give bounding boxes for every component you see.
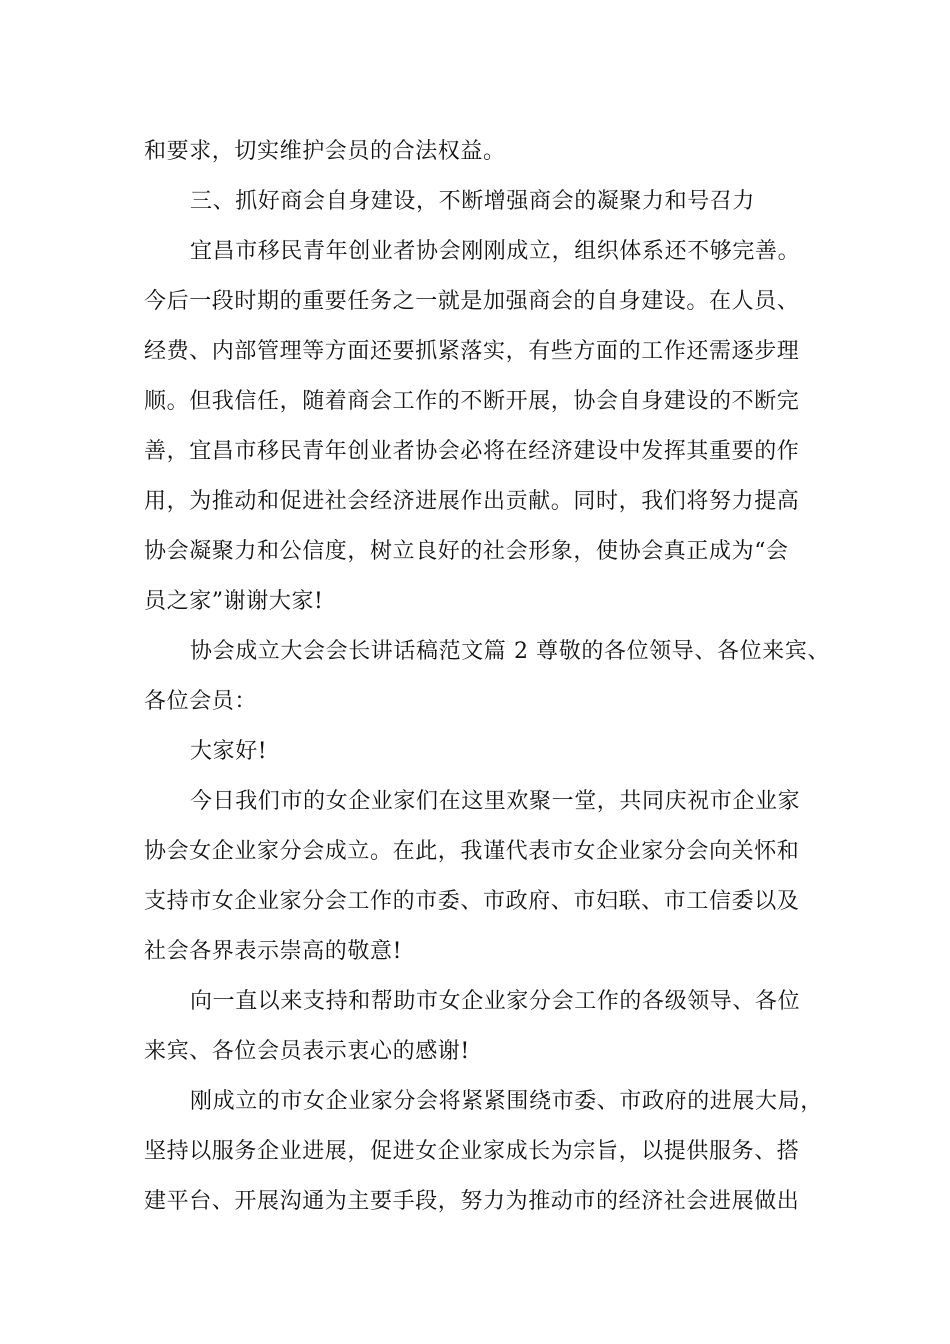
- text-line: 协会女企业家分会成立。在此，我谨代表市女企业家分会向关怀和: [144, 839, 800, 864]
- text-line: 经费、内部管理等方面还要抓紧落实，有些方面的工作还需逐步理: [144, 339, 800, 364]
- text-line: 顺。但我信任，随着商会工作的不断开展，协会自身建设的不断完: [144, 389, 800, 414]
- text-line: 支持市女企业家分会工作的市委、市政府、市妇联、市工信委以及: [144, 889, 800, 914]
- text-line: 大家好!: [190, 739, 268, 764]
- text-line: 和要求，切实维护会员的合法权益。: [144, 139, 506, 164]
- text-line: 来宾、各位会员表示衷心的感谢!: [144, 1039, 470, 1064]
- text-line: 刚成立的市女企业家分会将紧紧围绕市委、市政府的进展大局，: [190, 1089, 823, 1114]
- text-line: 用，为推动和促进社会经济进展作出贡献。同时，我们将努力提高: [144, 489, 800, 514]
- text-line: 坚持以服务企业进展，促进女企业家成长为宗旨，以提供服务、搭: [144, 1139, 800, 1164]
- text-line: 社会各界表示崇高的敬意!: [144, 939, 403, 964]
- section-heading: 三、抓好商会自身建设，不断增强商会的凝聚力和号召力: [190, 189, 756, 214]
- text-line: 协会凝聚力和公信度，树立良好的社会形象，使协会真正成为“会: [144, 539, 789, 564]
- text-line: 宜昌市移民青年创业者协会刚刚成立，组织体系还不够完善。: [190, 239, 801, 264]
- text-line: 员之家”谢谢大家!: [144, 589, 324, 614]
- text-line: 今后一段时期的重要任务之一就是加强商会的自身建设。在人员、: [144, 289, 800, 314]
- text-line: 善，宜昌市移民青年创业者协会必将在经济建设中发挥其重要的作: [144, 439, 800, 464]
- text-line: 协会成立大会会长讲话稿范文篇 2 尊敬的各位领导、各位来宾、: [190, 639, 830, 664]
- text-line: 今日我们市的女企业家们在这里欢聚一堂，共同庆祝市企业家: [190, 789, 801, 814]
- text-line: 向一直以来支持和帮助市女企业家分会工作的各级领导、各位: [190, 989, 801, 1014]
- text-line: 各位会员：: [144, 689, 258, 714]
- text-line: 建平台、开展沟通为主要手段，努力为推动市的经济社会进展做出: [144, 1189, 800, 1214]
